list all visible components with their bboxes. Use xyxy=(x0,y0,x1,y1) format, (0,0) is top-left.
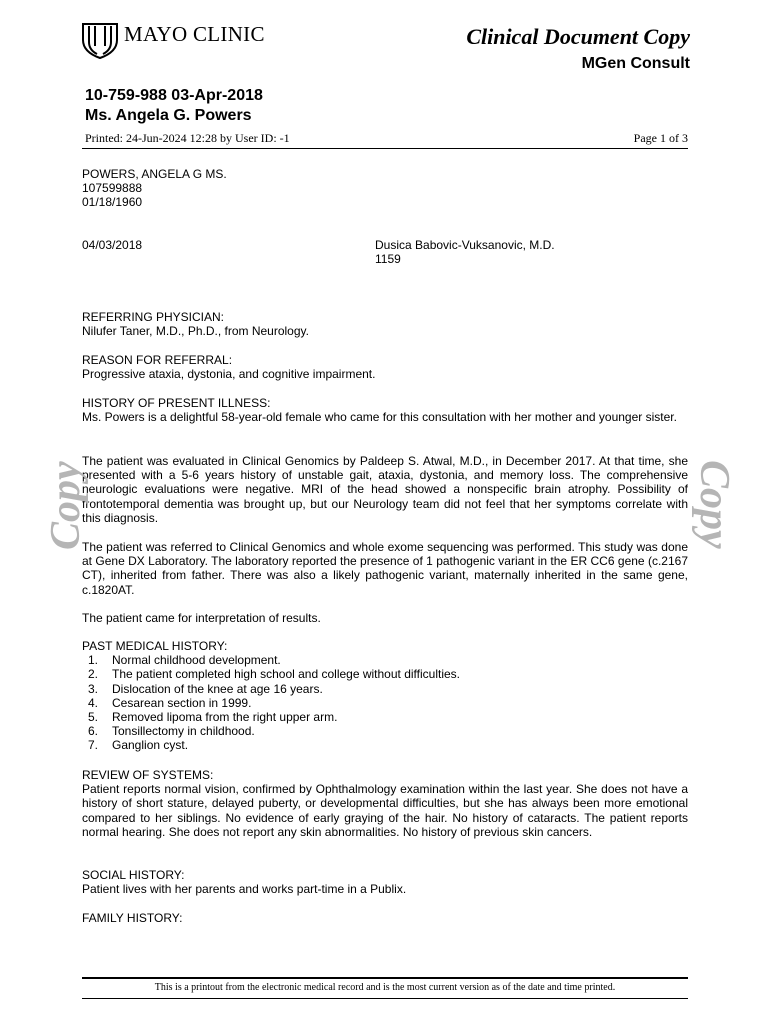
social-section xyxy=(82,868,688,896)
mayo-clinic-logo xyxy=(80,20,265,62)
hpi-paragraph-2: The patient was evaluated in Clinical Genomics by Paldeep S. Atwal, M.D., in December 2017. At that time, she presented with a 5-6 years history of unstable gait, ataxia, dystonia, and memory loss. The comprehensive neurologic evaluations were negative. MRI of the head showed a nonspecific brain atrophy. Possibility of frontotemporal dementia was brought up, but our Neurology team did not feel that her symptoms correlate with this diagnosis. xyxy=(82,454,688,525)
provider-block xyxy=(375,238,555,266)
logo-text: MAYO CLINIC xyxy=(124,22,265,46)
patient-info xyxy=(82,167,688,210)
hpi-paragraph-1: Ms. Powers is a delightful 58-year-old female who came for this consultation with her mother and younger sister. xyxy=(82,410,677,425)
reason-section xyxy=(82,353,688,381)
hpi-paragraph-2-block xyxy=(82,454,688,525)
social-text: Patient lives with her parents and works part-time in a Publix. xyxy=(82,882,407,897)
patient-name-heading: Ms. Angela G. Powers xyxy=(85,107,252,124)
header-divider xyxy=(82,148,688,149)
referring-text: Nilufer Taner, M.D., Ph.D., from Neurology. xyxy=(82,324,309,339)
hpi-paragraph-4-block xyxy=(82,611,688,625)
list-item: 2. The patient completed high school and college without difficulties. xyxy=(88,667,460,682)
ros-heading: REVIEW OF SYSTEMS: xyxy=(82,768,214,782)
pmh-section xyxy=(82,639,688,753)
visit-date: 04/03/2018 xyxy=(82,238,143,252)
provider-name: Dusica Babovic-Vuksanovic, M.D. xyxy=(375,238,555,252)
document-subtitle: MGen Consult xyxy=(581,55,690,72)
hpi-paragraph-3-block xyxy=(82,540,688,597)
footer-disclaimer: This is a printout from the electronic medical record and is the most current version as of the date and time printed. xyxy=(154,982,616,993)
list-item: 3. Dislocation of the knee at age 16 years. xyxy=(88,681,323,696)
reason-heading: REASON FOR REFERRAL: xyxy=(82,353,233,367)
list-item: 5. Removed lipoma from the right upper arm. xyxy=(88,710,338,725)
footer-divider-top xyxy=(82,977,688,979)
patient-name: POWERS, ANGELA G MS. xyxy=(82,167,227,181)
hpi-paragraph-4: The patient came for interpretation of results. xyxy=(82,611,321,625)
pmh-heading: PAST MEDICAL HISTORY: xyxy=(82,639,228,653)
patient-dob: 01/18/1960 xyxy=(82,195,143,210)
hpi-heading: HISTORY OF PRESENT ILLNESS: xyxy=(82,396,271,410)
referring-heading: REFERRING PHYSICIAN: xyxy=(82,310,225,324)
mayo-shield-icon xyxy=(80,20,120,60)
list-item: 1. Normal childhood development. xyxy=(88,653,281,668)
hpi-section xyxy=(82,396,688,424)
family-heading: FAMILY HISTORY: xyxy=(82,911,183,925)
referring-section xyxy=(82,310,688,338)
printed-info: Printed: 24-Jun-2024 12:28 by User ID: -1 xyxy=(85,131,290,145)
pmh-list xyxy=(82,653,688,752)
reason-text: Progressive ataxia, dystonia, and cognitive impairment. xyxy=(82,367,376,382)
ros-section xyxy=(82,768,688,839)
list-item: 6. Tonsillectomy in childhood. xyxy=(88,724,255,739)
patient-mrn: 107599888 xyxy=(82,181,143,196)
footer-divider-bottom xyxy=(82,998,688,999)
list-item: 4. Cesarean section in 1999. xyxy=(88,695,252,710)
list-item: 7. Ganglion cyst. xyxy=(88,738,189,753)
social-heading: SOCIAL HISTORY: xyxy=(82,868,185,882)
page-number: Page 1 of 3 xyxy=(633,131,688,145)
provider-id: 1159 xyxy=(375,252,401,267)
document-title: Clinical Document Copy xyxy=(466,24,690,49)
ros-text: Patient reports normal vision, confirmed by Ophthalmology examination within the last year. She does not have a history of short stature, delayed puberty, or developmental difficulties, but she has always been more emotional compared to her siblings. No evidence of early graying of the hair. No history of cataracts. The patient reports normal hearing. She does not report any skin abnormalities. No history of previous skin cancers. xyxy=(82,782,688,839)
copy-watermark-right: Copy xyxy=(691,460,737,549)
hpi-paragraph-3: The patient was referred to Clinical Genomics and whole exome sequencing was performed. This study was done at Gene DX Laboratory. The laboratory reported the presence of 1 pathogenic variant in the ER CC6 gene (c.2167 CT), inherited from father. There was also a likely pathogenic variant, maternally inherited in the same gene, c.1820AT. xyxy=(82,540,688,597)
family-section xyxy=(82,911,688,925)
record-id-date: 10-759-988 03-Apr-2018 xyxy=(85,87,263,104)
copy-watermark-left: Copy xyxy=(43,461,89,550)
